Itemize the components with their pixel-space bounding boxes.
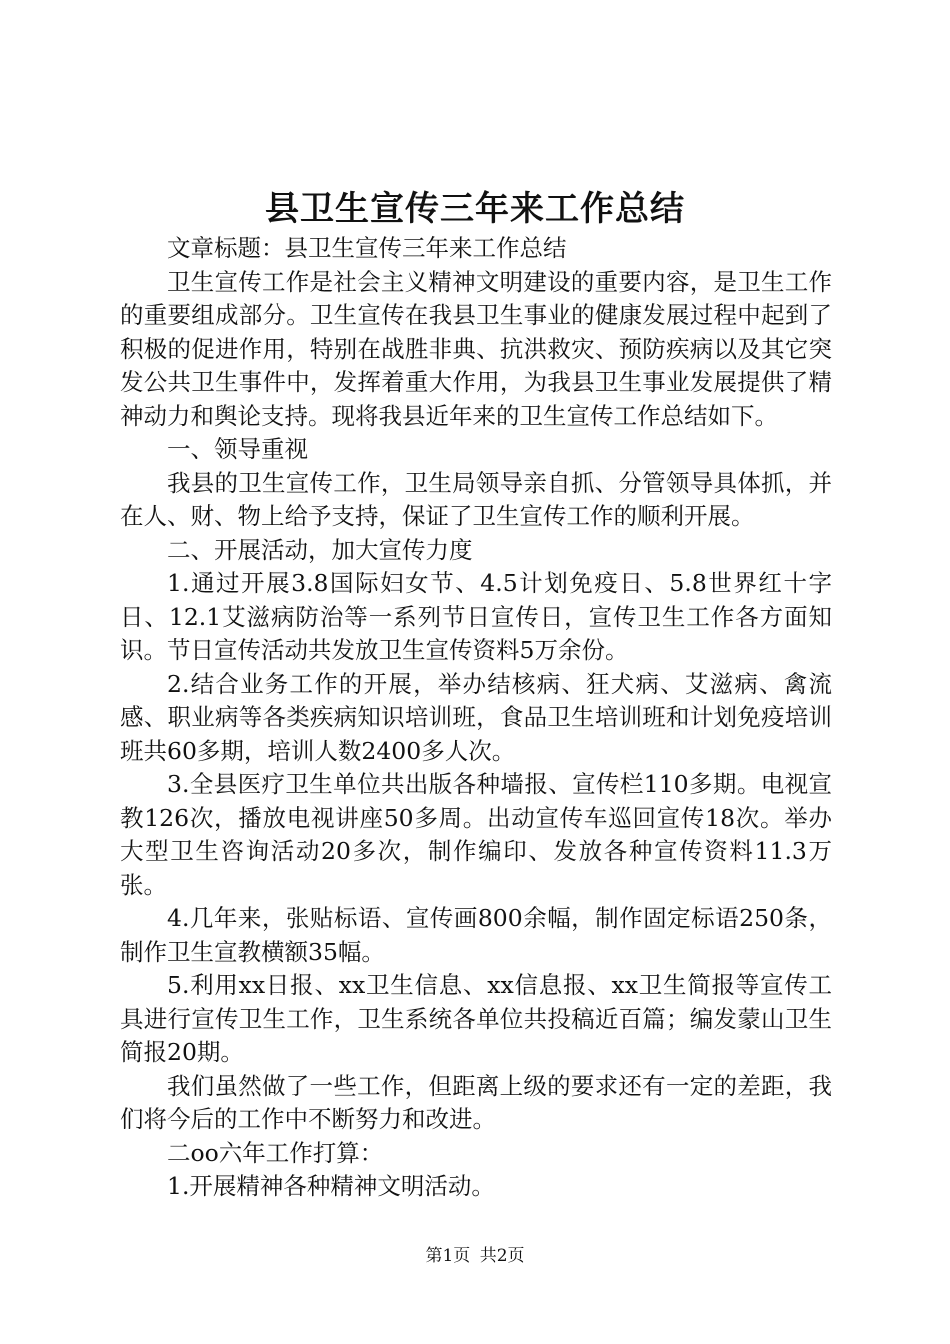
page-total: 共2页: [479, 1246, 525, 1266]
page-number: 第1页: [425, 1246, 471, 1266]
list-item-plan-1: 1.开展精神各种精神文明活动。: [167, 1172, 495, 1200]
paragraph-leadership: 我县的卫生宣传工作，卫生局领导亲自抓、分管领导具体抓，并在人、财、物上给予支持，保证了卫生宣传工作的顺利开展。: [120, 468, 832, 530]
paragraph-article-heading: 文章标题：县卫生宣传三年来工作总结: [167, 234, 567, 262]
page-footer: [0, 1244, 950, 1268]
document-body: [120, 232, 832, 1204]
paragraph-intro: 卫生宣传工作是社会主义精神文明建设的重要内容，是卫生工作的重要组成部分。卫生宣传在我县卫生事业的健康发展过程中起到了积极的促进作用，特别在战胜非典、抗洪救灾、预防疾病以及其它突发公共卫生事件中，发挥着重大作用，为我县卫生事业发展提供了精神动力和舆论支持。现将我县近年来的卫生宣传工作总结如下。: [120, 267, 832, 430]
list-item-activity-5: 5.利用xx日报、xx卫生信息、xx信息报、xx卫生简报等宣传工具进行宣传卫生工作，卫生系统各单位共投稿近百篇；编发蒙山卫生简报20期。: [120, 971, 832, 1066]
section-heading-plan: 二oo六年工作打算：: [167, 1138, 384, 1167]
list-item-activity-1: 1.通过开展3.8国际妇女节、4.5计划免疫日、5.8世界红十字日、12.1艾滋病防治等一系列节日宣传日，宣传卫生工作各方面知识。节日宣传活动共发放卫生宣传资料5万余份。: [120, 569, 832, 664]
paragraph-conclusion: 我们虽然做了一些工作，但距离上级的要求还有一定的差距，我们将今后的工作中不断努力和改进。: [120, 1071, 832, 1133]
list-item-activity-3: 3.全县医疗卫生单位共出版各种墙报、宣传栏110多期。电视宣教126次，播放电视讲座50多周。出动宣传车巡回宣传18次。举办大型卫生咨询活动20多次，制作编印、发放各种宣传资料11.3万张。: [120, 770, 832, 899]
list-item-activity-4: 4.几年来，张贴标语、宣传画800余幅，制作固定标语250条，制作卫生宣教横额35幅。: [120, 904, 832, 966]
section-heading-leadership: 一、领导重视: [167, 435, 308, 463]
section-heading-activities: 二、开展活动，加大宣传力度: [167, 535, 473, 564]
document-title: 县卫生宣传三年来工作总结: [265, 189, 685, 229]
list-item-activity-2: 2.结合业务工作的开展，举办结核病、狂犬病、艾滋病、禽流感、职业病等各类疾病知识培训班，食品卫生培训班和计划免疫培训班共60多期，培训人数2400多人次。: [120, 669, 832, 765]
